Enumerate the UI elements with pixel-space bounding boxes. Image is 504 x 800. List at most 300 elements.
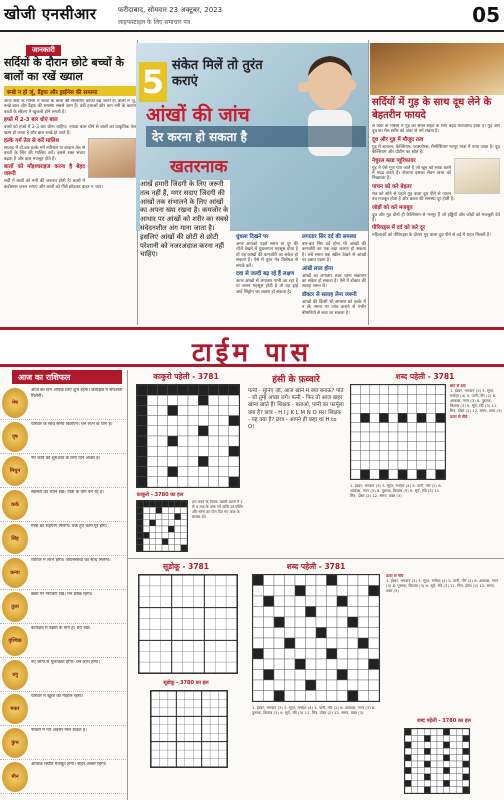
grid-cell [316,596,327,607]
grid-cell [358,670,369,681]
grid-cell [436,460,445,469]
grid-cell [198,405,208,415]
grid-cell [351,423,360,432]
sudoku-cell [150,662,161,673]
grid-cell [229,467,239,477]
grid-cell [188,385,198,395]
horoscope-text: आज का दिन आपके लिए शुभ रहेगा। कार्यक्षेत्र में सफलता मिलेगी। [31,388,123,399]
grid-cell [436,470,445,479]
horoscope-entry [0,488,126,522]
number-badge: 5 [139,62,167,102]
grid-cell [418,780,424,786]
horoscope-entry [0,692,126,726]
section-tag-info: जानकारी [26,45,61,56]
sudoku-cell [226,597,237,608]
right-para-5: महिलाओं को पीरियड्स के दौरान गुड़ वाला दूध पीने से दर्द में राहत मिलती है। [372,233,491,239]
grid-cell [150,520,156,526]
sudoku-cell [210,708,218,716]
horoscope-entry [0,658,126,692]
right-sub-5: पीरियड्स में दर्द को करे दूर [372,225,425,232]
sudoku-cell [202,750,210,758]
grid-cell [306,670,317,681]
zodiac-sign-icon: तुला [2,592,28,622]
horoscope-list [0,386,126,800]
grid-cell [168,532,174,538]
grid-cell [351,394,360,403]
sudoku-cell [226,619,237,630]
grid-cell [431,742,437,748]
grid-cell [157,405,167,415]
sudoku-cell [168,691,176,699]
grid-cell [431,780,437,786]
milk-glass-photo [454,158,500,194]
sudoku-cell [193,629,204,640]
grid-cell [178,416,188,426]
center-para-4: अगर आंखों से लगातार पानी आ रहा है या जलन महसूस होती है तो यह ड्राई आई सिंड्रोम का लक्षण हो सकता है। [236,279,298,295]
grid-cell [424,780,430,786]
grid-cell [337,638,348,649]
grid-cell [456,767,462,773]
grid-cell [398,451,407,460]
zodiac-sign-icon: कर्क [2,490,28,520]
grid-cell [253,575,264,586]
grid-cell [417,404,426,413]
left-sub-3: बालों को मॉइश्चराइज करना है बेहद जरूरी [4,164,85,178]
grid-cell [198,456,208,466]
sudoku-cell [183,597,194,608]
grid-cell [463,787,469,793]
grid-cell [369,628,380,639]
grid-cell [147,467,157,477]
grid-cell [264,617,275,628]
grid-cell [418,774,424,780]
grid-cell [369,659,380,670]
grid-cell [219,467,229,477]
grid-cell [360,451,369,460]
sudoku-cell [168,699,176,707]
grid-cell [411,767,417,773]
grid-cell [295,670,306,681]
grid-cell [358,680,369,691]
zodiac-sign-icon: कन्या [2,558,28,588]
grid-cell [407,404,416,413]
crossword-grid[interactable] [350,384,446,480]
grid-cell [358,638,369,649]
grid-cell [274,575,285,586]
grid-cell [436,451,445,460]
grid-cell [274,659,285,670]
sudoku-cell [193,742,201,750]
sudoku-cell [168,733,176,741]
sudoku-cell [172,629,183,640]
sudoku-cell [202,708,210,716]
grid-cell [295,617,306,628]
grid-cell [389,451,398,460]
row-divider [128,558,504,559]
sudoku-cell [172,640,183,651]
issue-date: फरीदाबाद, सोमवार 23 अक्टूबर, 2023 [118,6,223,14]
sudoku-cell [159,699,167,707]
grid-cell [219,395,229,405]
sudoku-cell [176,733,184,741]
sudoku-cell [168,708,176,716]
sudoku-cell [168,759,176,767]
grid-cell [147,436,157,446]
grid-cell [208,395,218,405]
grid-cell [411,780,417,786]
grid-cell [437,755,443,761]
grid-cell [389,394,398,403]
sudoku-cell [219,691,227,699]
crossword2-grid[interactable] [252,574,380,702]
sudoku-cell [176,699,184,707]
kakuro-title: काकुरो पहेली - 3781 [153,372,219,381]
grid-cell [456,735,462,741]
sudoku-cell [202,742,210,750]
grid-cell [264,638,275,649]
grid-cell [348,596,359,607]
grid-cell [337,617,348,628]
grid-cell [450,755,456,761]
grid-cell [147,405,157,415]
grid-cell [285,670,296,681]
grid-cell [316,680,327,691]
grid-cell [188,446,198,456]
crossword2-title: शब्द पहेली - 3781 [286,562,346,571]
grid-cell [198,385,208,395]
grid-cell [316,649,327,660]
sudoku-cell [150,640,161,651]
grid-cell [306,659,317,670]
grid-cell [407,413,416,422]
grid-cell [411,774,417,780]
grid-cell [316,628,327,639]
grid-cell [175,526,181,532]
grid-cell [351,413,360,422]
center-sub-4: दवा से जल्दी बढ़ रहे हैं लक्षण [236,271,295,278]
sudoku-cell [161,651,172,662]
grid-cell [405,780,411,786]
grid-cell [424,742,430,748]
grid-cell [379,432,388,441]
grid-cell [253,607,264,618]
grid-cell [137,416,147,426]
grid-cell [229,477,239,487]
grid-cell [229,395,239,405]
sudoku-cell [185,716,193,724]
grid-cell [175,507,181,513]
grid-cell [137,467,147,477]
grid-cell [162,532,168,538]
grid-cell [398,441,407,450]
grid-cell [463,761,469,767]
grid-cell [198,436,208,446]
zodiac-sign-icon: वृश्चिक [2,626,28,656]
grid-cell [456,748,462,754]
grid-cell [411,755,417,761]
sudoku-answer-cells [151,691,227,767]
sudoku-cell [151,699,159,707]
grid-cell [198,477,208,487]
sudoku-cell [176,725,184,733]
grid-cell [264,596,275,607]
left-article-body [4,99,136,325]
grid-cell [437,742,443,748]
left-intro: आज सर्दी के मौसम में बच्चों के बालों की समस्याएं काफी बढ़ जाती हैं। बालों में जूं, रूखे बाल और डैंड्रफ की समस्या सबसे आम है। ठंडी हवाओं और कम नमी के कारण बच्चों के स्कैल्प में खुजली होने लगती है। [4,99,136,115]
clues2-down-title: ऊपर से नीचे [386,574,404,578]
horoscope-text: परिवार के साथ समय बिताएंगे। धन लाभ के योग हैं। [31,422,113,427]
grid-cell [253,617,264,628]
grid-cell [157,446,167,456]
grid-cell [463,729,469,735]
grid-cell [208,446,218,456]
sudoku-cell [226,662,237,673]
grid-cell [417,394,426,403]
grid-cell [208,467,218,477]
sudoku-cell [151,750,159,758]
grid-cell [351,404,360,413]
grid-cell [274,607,285,618]
grid-cell [418,748,424,754]
grid-cell [178,467,188,477]
grid-cell [405,761,411,767]
sudoku-cell [215,640,226,651]
sudoku-cell [159,691,167,699]
grid-cell [358,628,369,639]
horoscope-entry [0,454,126,488]
grid-cell [431,729,437,735]
grid-cell [450,767,456,773]
grid-cell [157,395,167,405]
sudoku-cell [185,733,193,741]
horoscope-entry [0,522,126,556]
grid-cell [162,514,168,520]
grid-cell [398,470,407,479]
grid-cell [389,413,398,422]
grid-cell [306,638,317,649]
sudoku-cell [193,733,201,741]
sudoku-cell [139,597,150,608]
grid-cell [253,659,264,670]
grid-cell [316,607,327,618]
crossword-clues-more: 1. ईश्वर, भगवान (3) 3. सुंदर, मनोहर (4) 5. पानी, नीर (2) 6. आकाश, गगन (3) 8. पुस्तक, किताब (3) 9. सूर्य, रवि (3) 11. मित्र, दोस्त (2) 12. समय, वक्त (3) [350,484,442,498]
grid-cell [306,680,317,691]
kakuro-grid[interactable] [136,384,240,488]
sudoku-cell [139,575,150,586]
grid-cell [443,787,449,793]
grid-cell [147,446,157,456]
grid-cell [285,638,296,649]
sudoku-cell [193,750,201,758]
grid-cell [424,755,430,761]
sudoku-cell [210,691,218,699]
center-headline-line1: संकेत मिलें तो तुरंत कराएं [172,58,263,89]
grid-cell [411,735,417,741]
grid-cell [219,416,229,426]
sudoku-cell [176,750,184,758]
sudoku-cell [204,575,215,586]
sudoku-cell [210,759,218,767]
grid-cell [229,385,239,395]
left-para-3: सर्दी में बालों को नमी की जरूरत होती है। बालों में कंडीशनर जरूर लगाएं और बालों को गीले छोड़कर बाहर न जाएं। [4,179,103,190]
horoscope-text: कार्यक्षेत्र में उन्नति के योग हैं। धैर्य रखें। [31,626,91,631]
grid-cell [295,575,306,586]
sudoku-cell [151,691,159,699]
grid-cell [436,413,445,422]
grid-cell [456,774,462,780]
timepass-title: टाईम पास [191,338,313,368]
grid-cell [264,628,275,639]
sudoku-cell [161,662,172,673]
sudoku-cell [210,725,218,733]
sudoku-cell [210,742,218,750]
sudoku-cell [215,662,226,673]
grid-cell [443,755,449,761]
grid-cell [150,514,156,520]
sudoku-cell [219,708,227,716]
sudoku-cell [161,575,172,586]
grid-cell [369,649,380,660]
grid-cell [147,385,157,395]
grid-cell [306,628,317,639]
grid-cell [285,628,296,639]
grid-cell [405,774,411,780]
grid-cell [198,416,208,426]
sudoku-cell [139,629,150,640]
sudoku-cell [176,691,184,699]
grid-cell [351,441,360,450]
sudoku-cell [204,597,215,608]
horoscope-entry [0,590,126,624]
center-sub-3: आंखें लाल होना [302,265,334,272]
grid-cell [443,742,449,748]
grid-cell [389,460,398,469]
grid-cell [181,520,187,526]
grid-cell [426,413,435,422]
zodiac-sign-icon: मकर [2,694,28,724]
grid-cell [188,456,198,466]
grid-cell [137,526,143,532]
grid-cell [253,596,264,607]
grid-cell [157,477,167,487]
grid-cell [369,670,380,681]
grid-cell [337,680,348,691]
grid-cell [285,596,296,607]
right-para-4: दूध और गुड़ दोनों ही कैल्शियम से भरपूर हैं जो हड्डियों और जोड़ों को मजबूती देते हैं। [372,212,500,224]
grid-cell [295,638,306,649]
grid-cell [418,767,424,773]
grid-cell [337,575,348,586]
sudoku-cell [176,759,184,767]
grid-cell [369,691,380,702]
grid-cell [437,780,443,786]
grid-cell [168,395,178,405]
grid-cell [178,395,188,405]
sudoku-cell [185,699,193,707]
grid-cell [168,405,178,415]
grid-cell [407,394,416,403]
sudoku-cell [151,733,159,741]
right-sub-3: पाचन को करे बेहतर [372,183,412,190]
sudoku-cell [204,619,215,630]
sudoku-title: सूडोकू - 3781 [163,562,209,571]
grid-cell [379,423,388,432]
grid-cell [274,596,285,607]
grid-cell [327,691,338,702]
grid-cell [157,436,167,446]
grid-cell [219,436,229,446]
grid-cell [156,514,162,520]
sudoku-cell [183,575,194,586]
sudoku-cell [226,586,237,597]
grid-cell [274,670,285,681]
grid-cell [306,596,317,607]
timepass-band [0,327,504,367]
sudoku-cell [185,691,193,699]
grid-cell [285,649,296,660]
grid-cell [253,680,264,691]
grid-cell [337,691,348,702]
grid-cell [418,735,424,741]
sudoku-cell [193,716,201,724]
grid-cell [398,404,407,413]
grid-cell [407,432,416,441]
sudoku-cell [215,575,226,586]
grid-cell [327,575,338,586]
sudoku-cell [215,586,226,597]
grid-cell [351,451,360,460]
grid-cell [463,780,469,786]
left-para-1: बालों को हफ्ते में 2-3 बार धोना चाहिए। ज्यादा बाल धोने से बालों का प्राकृतिक तेल खत्म हो जाता है और बाल रूखे हो जाते हैं। [4,125,136,136]
grid-cell [398,432,407,441]
grid-cell [436,441,445,450]
grid-cell [274,638,285,649]
grid-cell [450,735,456,741]
grid-cell [150,532,156,538]
horoscope-text: नौकरी में नए अवसर मिल सकते हैं। [31,728,87,733]
grid-cell [405,755,411,761]
sudoku-cell [193,619,204,630]
grid-cell [175,514,181,520]
sudoku-cell [202,759,210,767]
left-kicker: रूखे न हो जूं, डैंड्रफ और ड्राईनेस की समस्या [4,86,136,96]
sudoku-cell [215,597,226,608]
grid-cell [411,742,417,748]
horoscope-entry [0,760,126,794]
kakuro-answer-title: काकुरो - 3780 का हल [136,492,184,498]
sudoku-cell [193,651,204,662]
grid-cell [168,385,178,395]
grid-cell [418,761,424,767]
sudoku-cell [159,733,167,741]
grid-cell [208,426,218,436]
grid-cell [264,691,275,702]
grid-cell [157,385,167,395]
sudoku-cell [185,759,193,767]
jaggery-milk-photo [370,43,504,95]
grid-cell [436,385,445,394]
grid-cell [389,404,398,413]
grid-cell [443,767,449,773]
grid-cell [285,607,296,618]
grid-cell [456,742,462,748]
zodiac-sign-icon: धनु [2,660,28,690]
grid-cell [168,539,174,545]
clues-across-list: 1. ईश्वर, भगवान (3) 3. सुंदर, मनोहर (4) 5. पानी, नीर (2) 6. आकाश, गगन (3) 8. पुस्तक, किताब (3) 9. सूर्य, रवि (3) 11. मित्र, दोस्त (2) 12. समय, वक्त (3) [450,387,502,413]
zodiac-sign-icon: कुंभ [2,728,28,758]
sudoku-grid[interactable] [138,574,238,674]
sudoku-cell [172,575,183,586]
